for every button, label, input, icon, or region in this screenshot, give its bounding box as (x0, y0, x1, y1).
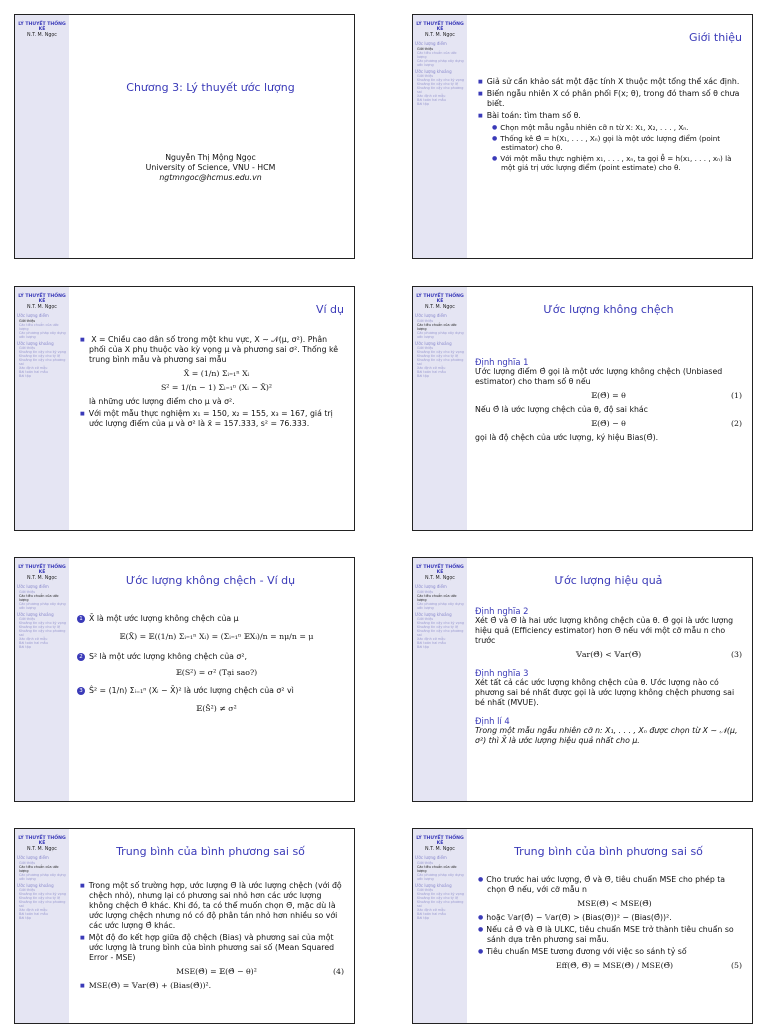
sidebar-item[interactable]: Ước lượng khoảng (17, 882, 54, 888)
sidebar-item[interactable]: Khoảng tin cậy cho kỳ vọng (19, 621, 67, 626)
slide-body (77, 558, 344, 801)
slide-body (475, 829, 742, 1023)
sidebar-item[interactable]: Xác định cỡ mẫu (19, 637, 48, 642)
author-email: ngtmngoc@hcmus.edu.vn (159, 173, 262, 182)
sidebar-item[interactable]: Giới thiệu (417, 74, 434, 79)
sidebar (413, 15, 467, 258)
sidebar-author: N.T. M. Ngọc (27, 305, 57, 310)
sidebar-item[interactable]: Ước lượng khoảng (17, 611, 54, 617)
sidebar-item[interactable]: Khoảng tin cậy cho phương sai (417, 86, 464, 95)
sidebar-item[interactable]: Các phương pháp xây dựng ước lượng (417, 58, 464, 67)
sidebar-item[interactable]: Bài toán hai mẫu (19, 912, 48, 917)
sidebar-item[interactable]: Khoảng tin cậy cho kỳ vọng (417, 78, 465, 83)
slide-5 (14, 557, 355, 802)
bullet: ■ MSE(Θ̂) = 𝕍ar(Θ̂) + (Bias(Θ̂))². (89, 981, 344, 991)
numbered-item: 2 S² là một ước lượng không chệch của σ², 𝔼(S²) = σ² (Tại sao?) (89, 652, 344, 678)
sidebar-header: LÝ THUYẾT THỐNG KÊ (18, 22, 66, 32)
equation: 𝔼(X̄) = 𝔼((1/n) Σᵢ₌₁ⁿ Xᵢ) = (Σᵢ₌₁ⁿ 𝔼Xᵢ)/n = nμ/n = μ (119, 632, 314, 641)
formula-sample-variance: S² = 1/(n − 1) Σᵢ₌₁ⁿ (Xᵢ − X̄)² (160, 383, 273, 392)
sidebar-item[interactable]: Các tiêu chuẩn của ước lượng (417, 322, 457, 331)
sidebar-item[interactable]: Khoảng tin cậy cho kỳ vọng (417, 892, 465, 897)
numbered-item: 3 Ŝ² = (1/n) Σᵢ₌₁ⁿ (Xᵢ − X̄)² là ước lượng chệch của σ² vì 𝔼(Ŝ²) ≠ σ² (89, 686, 344, 714)
paragraph: gọi là độ chệch của ước lượng, ký hiệu Bias(Θ̂). (475, 433, 659, 442)
sidebar-item[interactable]: Ước lượng khoảng (415, 340, 452, 346)
numbered-item: 1 X̄ là một ước lượng không chệch của μ 𝔼(X̄) = 𝔼((1/n) Σᵢ₌₁ⁿ Xᵢ) = (Σᵢ₌₁ⁿ 𝔼Xᵢ)/n = nμ/n = μ (89, 614, 344, 642)
sidebar-item[interactable]: Khoảng tin cậy cho kỳ vọng (19, 892, 67, 897)
definition-heading: Định nghĩa 3 (475, 668, 529, 678)
sub-bullet: ● Thống kê Θ̂ = h(X₁, . . . , Xₙ) gọi là một ước lượng điểm (point estimator) cho θ. (501, 134, 742, 152)
equation: 𝔼(Ŝ²) ≠ σ² (196, 704, 237, 713)
sidebar (15, 15, 69, 258)
sidebar-author: N.T. M. Ngọc (27, 847, 57, 852)
sidebar-item[interactable]: Khoảng tin cậy cho phương sai (19, 629, 66, 638)
sidebar-item[interactable]: Giới thiệu (417, 318, 434, 323)
sidebar-item[interactable]: Các phương pháp xây dựng ước lượng (19, 872, 66, 881)
paragraph: Xét tất cả các ước lượng không chệch của θ. Ước lượng nào có phương sai bé nhất được gọi là ước lượng không chệch phương sai bé nhất (MVUE). (475, 678, 735, 707)
sidebar (15, 829, 69, 1023)
bullet: ■ X = Chiều cao dân số trong một khu vực, X ∼ 𝒩(μ, σ²). Phân phối của X phụ thuộc vào kỳ vọng μ và phương sai σ². Thống kê trung bình mẫu và phương sai mẫu X̄ = (1/n) Σᵢ₌₁ⁿ Xᵢ S² = 1/(n − 1) Σᵢ₌₁ⁿ (Xᵢ − X̄)² là những ước lượng điểm cho μ và σ². (89, 335, 344, 407)
slide-6 (412, 557, 753, 802)
slide-title: Trung bình của bình phương sai số (514, 845, 703, 858)
sidebar-item[interactable]: Ước lượng điểm (17, 855, 49, 861)
sidebar-item[interactable]: Khoảng tin cậy cho tỷ lệ (19, 896, 61, 901)
sidebar-item[interactable]: Bài tập (417, 645, 429, 650)
sidebar-item[interactable]: Xác định cỡ mẫu (19, 366, 48, 371)
equation-4: MSE(Θ̂) = 𝔼(Θ̂ − θ)² (4) (176, 967, 344, 976)
sidebar-item[interactable]: Khoảng tin cậy cho phương sai (417, 358, 464, 367)
sidebar-author: N.T. M. Ngọc (425, 576, 455, 581)
sidebar-item[interactable]: Ước lượng điểm (415, 41, 447, 47)
sidebar-item[interactable]: Giới thiệu (19, 318, 36, 323)
paragraph: Nếu Θ̂ là ước lượng chệch của θ, độ sai khác (475, 405, 648, 414)
bullet: ■ Giả sử cần khảo sát một đặc tính X thuộc một tổng thể xác định. (487, 77, 742, 87)
sidebar-item[interactable]: Các tiêu chuẩn của ước lượng (19, 322, 59, 331)
sidebar-item[interactable]: Bài tập (417, 374, 429, 379)
sidebar-item[interactable]: Bài tập (417, 102, 429, 107)
sidebar-item[interactable]: Khoảng tin cậy cho kỳ vọng (417, 621, 465, 626)
sidebar-item[interactable]: Bài toán hai mẫu (19, 370, 48, 375)
slide-body (475, 287, 742, 530)
sidebar-item[interactable]: Ước lượng điểm (17, 313, 49, 319)
sidebar-item[interactable]: Khoảng tin cậy cho tỷ lệ (417, 354, 459, 359)
sidebar-item[interactable]: Xác định cỡ mẫu (417, 637, 446, 642)
sidebar-item[interactable]: Ước lượng điểm (17, 584, 49, 590)
bullet: ■ Với một mẫu thực nghiệm x₁ = 150, x₂ = 155, x₃ = 167, giá trị ước lượng điểm của μ và σ² là x̄ = 157.333, s² = 76.333. (89, 409, 344, 429)
bullet: ● Tiêu chuẩn MSE tương đương với việc so sánh tỷ số Eff(Θ̂, Θ̃) = MSE(Θ̂) / MSE(Θ̃) (5) (487, 947, 742, 971)
sidebar-author: N.T. M. Ngọc (27, 33, 57, 38)
sidebar (15, 287, 69, 530)
bullet: ● Cho trước hai ước lượng, Θ̂ và Θ̃, tiêu chuẩn MSE cho phép ta chọn Θ̂ nếu, với cỡ mẫu n MSE(Θ̂) < MSE(Θ̃) (487, 875, 742, 909)
sidebar-header: LÝ THUYẾT THỐNG KÊ (416, 565, 464, 575)
sidebar-item[interactable]: Các phương pháp xây dựng ước lượng (19, 601, 66, 610)
sidebar-item[interactable]: Giới thiệu (19, 888, 36, 893)
sidebar-item[interactable]: Bài toán hai mẫu (19, 641, 48, 646)
paragraph: Ước lượng điểm Θ̂ gọi là một ước lượng không chệch (Unbiased estimator) cho tham số θ nếu (475, 367, 723, 386)
equation-5: Eff(Θ̂, Θ̃) = MSE(Θ̂) / MSE(Θ̃) (5) (555, 961, 742, 970)
sidebar-item[interactable]: Khoảng tin cậy cho phương sai (417, 629, 464, 638)
sidebar-item[interactable]: Giới thiệu (19, 589, 36, 594)
theorem-heading: Định lí 4 (475, 716, 510, 726)
sidebar-item[interactable]: Giới thiệu (417, 617, 434, 622)
sidebar-item[interactable]: Ước lượng khoảng (415, 611, 452, 617)
sidebar-item[interactable]: Ước lượng điểm (415, 855, 447, 861)
slide-body (475, 558, 742, 801)
slide-title: Chương 3: Lý thuyết ước lượng (126, 81, 295, 94)
sidebar (15, 558, 69, 801)
sidebar-item[interactable]: Khoảng tin cậy cho tỷ lệ (417, 896, 459, 901)
sidebar-item[interactable]: Bài tập (19, 916, 31, 921)
sidebar-item[interactable]: Khoảng tin cậy cho phương sai (19, 900, 66, 909)
sidebar-item[interactable]: Ước lượng điểm (415, 313, 447, 319)
sub-bullet: ● Chọn một mẫu ngẫu nhiên cỡ n từ X: X₁, X₂, . . . , Xₙ. (501, 123, 742, 132)
bullet: ■ Biến ngẫu nhiên X có phân phối F(x; θ), trong đó tham số θ chưa biết. (487, 89, 742, 109)
sidebar-item[interactable]: Giới thiệu (417, 346, 434, 351)
equation: MSE(Θ̂) < MSE(Θ̃) (577, 899, 652, 908)
theorem-text: Trong một mẫu ngẫu nhiên cỡ n: X₁, . . . , Xₙ được chọn từ X ∼ 𝒩(μ, σ²) thì X̄ là ước lượng hiệu quả nhất cho μ. (475, 726, 738, 745)
bullet: ● Nếu cả Θ̂ và Θ̃ là ULKC, tiêu chuẩn MSE trở thành tiêu chuẩn so sánh dựa trên phương sai mẫu. (487, 925, 742, 945)
sidebar-item[interactable]: Các tiêu chuẩn của ước lượng (19, 864, 59, 873)
paragraph: Xét Θ̂ và Θ̃ là hai ước lượng không chệch của θ. Θ̂ gọi là ước lượng hiệu quả (Efficiency estimator) hơn Θ̃ nếu với một cỡ mẫu n cho trước (475, 616, 734, 645)
sidebar-item[interactable]: Bài toán hai mẫu (417, 370, 446, 375)
sidebar-item[interactable]: Khoảng tin cậy cho kỳ vọng (19, 350, 67, 355)
sidebar-item[interactable]: Các phương pháp xây dựng ước lượng (19, 330, 66, 339)
definition-heading: Định nghĩa 2 (475, 606, 529, 616)
definition-heading: Định nghĩa 1 (475, 357, 529, 367)
author-name: Nguyễn Thị Mộng Ngọc (165, 153, 256, 162)
sidebar-item[interactable]: Ước lượng khoảng (415, 882, 452, 888)
sidebar-item[interactable]: Bài tập (19, 645, 31, 650)
slide-title: Trung bình của bình phương sai số (116, 845, 305, 858)
sidebar-item[interactable]: Các tiêu chuẩn của ước lượng (417, 593, 457, 602)
slide-3 (14, 286, 355, 531)
sidebar-item[interactable]: Xác định cỡ mẫu (417, 908, 446, 913)
sidebar (413, 829, 467, 1023)
sidebar-item[interactable]: Bài toán hai mẫu (417, 98, 446, 103)
slide-4 (412, 286, 753, 531)
sidebar-item[interactable]: Các phương pháp xây dựng ước lượng (417, 330, 464, 339)
sidebar-item[interactable]: Giới thiệu (19, 346, 36, 351)
sidebar-item[interactable]: Bài tập (19, 374, 31, 379)
sidebar-item[interactable]: Xác định cỡ mẫu (417, 94, 446, 99)
sidebar-item[interactable]: Giới thiệu (417, 46, 434, 51)
formula-sample-mean: X̄ = (1/n) Σᵢ₌₁ⁿ Xᵢ (183, 369, 250, 378)
sidebar-item[interactable]: Bài toán hai mẫu (417, 641, 446, 646)
sidebar-item[interactable]: Xác định cỡ mẫu (417, 366, 446, 371)
bullet: ■ Bài toán: tìm tham số θ. ● Chọn một mẫu ngẫu nhiên cỡ n từ X: X₁, X₂, . . . , Xₙ. ● Thống kê Θ̂ = h(X₁, . . . , Xₙ) gọi là một ước lượng điểm (point estimator) cho θ. ● Với một mẫu thực nghiệm x₁, . . . , xₙ, ta gọi θ̂ = h(x₁, . . . , xₙ) là một giá trị ước lượng điểm (point estimate) cho θ. (487, 111, 742, 172)
slide-body (475, 15, 742, 258)
slide-8 (412, 828, 753, 1024)
sidebar-item[interactable]: Khoảng tin cậy cho tỷ lệ (417, 82, 459, 87)
sidebar-item[interactable]: Giới thiệu (19, 860, 36, 865)
equation-1: 𝔼(Θ̂) = θ (1) (591, 391, 742, 400)
sub-bullet: ● Với một mẫu thực nghiệm x₁, . . . , xₙ, ta gọi θ̂ = h(x₁, . . . , xₙ) là một giá trị ước lượng điểm (point estimate) cho θ. (501, 154, 742, 172)
sidebar-item[interactable]: Xác định cỡ mẫu (19, 908, 48, 913)
sidebar-item[interactable]: Các phương pháp xây dựng ước lượng (417, 601, 464, 610)
sidebar-item[interactable]: Bài toán hai mẫu (417, 912, 446, 917)
equation: 𝔼(S²) = σ² (Tại sao?) (175, 668, 258, 677)
sidebar-item[interactable]: Khoảng tin cậy cho phương sai (19, 358, 66, 367)
equation-3: 𝕍ar(Θ̂) < 𝕍ar(Θ̃) (3) (575, 650, 742, 659)
sidebar-item[interactable]: Khoảng tin cậy cho kỳ vọng (417, 350, 465, 355)
sidebar-item[interactable]: Khoảng tin cậy cho tỷ lệ (417, 625, 459, 630)
sidebar-item[interactable]: Giới thiệu (417, 888, 434, 893)
slide-1 (14, 14, 355, 259)
bullet: ■ Trong một số trường hợp, ước lượng Θ̃ là ước lượng chệch (với độ chệch nhỏ), nhưng lại có phương sai nhỏ hơn các ước lượng không chệch Θ̂ khác. Khi đó, ta có thể muốn chọn Θ̃, mặc dù là ước lượng chệch nhưng nó có độ phân tán nhỏ hơn nhiều so với các ước lượng Θ̂ khác. (89, 881, 344, 931)
slide-body (77, 15, 344, 258)
slide-title: Ước lượng không chệch - Ví dụ (125, 574, 296, 587)
sidebar-author: N.T. M. Ngọc (425, 305, 455, 310)
sidebar-author: N.T. M. Ngọc (425, 847, 455, 852)
equation-2: 𝔼(Θ̂) − θ (2) (591, 419, 742, 428)
sidebar-header: LÝ THUYẾT THỐNG KÊ (18, 836, 66, 846)
sidebar-header: LÝ THUYẾT THỐNG KÊ (416, 22, 464, 32)
sidebar-item[interactable]: Khoảng tin cậy cho tỷ lệ (19, 625, 61, 630)
sidebar-item[interactable]: Giới thiệu (417, 589, 434, 594)
sidebar-item[interactable]: Giới thiệu (417, 860, 434, 865)
sidebar-author: N.T. M. Ngọc (425, 33, 455, 38)
slide-body (77, 829, 344, 1023)
slide-2 (412, 14, 753, 259)
sidebar-item[interactable]: Các tiêu chuẩn của ước lượng (417, 50, 457, 59)
sidebar-item[interactable]: Ước lượng điểm (415, 584, 447, 590)
slide-title: Ước lượng hiệu quả (554, 574, 663, 587)
slide-title: Ví dụ (315, 303, 344, 316)
slide-7 (14, 828, 355, 1024)
author-affiliation: University of Science, VNU - HCM (145, 163, 276, 172)
sidebar-item[interactable]: Các phương pháp xây dựng ước lượng (417, 872, 464, 881)
sidebar-item[interactable]: Các tiêu chuẩn của ước lượng (19, 593, 59, 602)
sidebar-item[interactable]: Khoảng tin cậy cho tỷ lệ (19, 354, 61, 359)
sidebar-item[interactable]: Bài tập (417, 916, 429, 921)
sidebar-header: LÝ THUYẾT THỐNG KÊ (416, 294, 464, 304)
bullet: ● hoặc 𝕍ar(Θ̂) − 𝕍ar(Θ̃) > (Bias(Θ̃))² − (Bias(Θ̂))². (487, 913, 742, 923)
sidebar-item[interactable]: Khoảng tin cậy cho phương sai (417, 900, 464, 909)
sidebar-header: LÝ THUYẾT THỐNG KÊ (18, 565, 66, 575)
bullet: ■ Một độ đo kết hợp giữa độ chệch (Bias) và phương sai của một ước lượng là trung bình của bình phương sai số (Mean Squared Error - MSE) MSE(Θ̂) = 𝔼(Θ̂ − θ)² (4) (89, 933, 344, 977)
sidebar-item[interactable]: Giới thiệu (19, 617, 36, 622)
sidebar (413, 287, 467, 530)
sidebar-header: LÝ THUYẾT THỐNG KÊ (416, 836, 464, 846)
sidebar-author: N.T. M. Ngọc (27, 576, 57, 581)
sidebar-item[interactable]: Ước lượng khoảng (17, 340, 54, 346)
slide-body (77, 287, 344, 530)
slide-title: Giới thiệu (689, 31, 742, 44)
sidebar (413, 558, 467, 801)
sidebar-item[interactable]: Các tiêu chuẩn của ước lượng (417, 864, 457, 873)
sidebar-header: LÝ THUYẾT THỐNG KÊ (18, 294, 66, 304)
slide-title: Ước lượng không chệch (543, 303, 674, 316)
sidebar-item[interactable]: Ước lượng khoảng (415, 68, 452, 74)
